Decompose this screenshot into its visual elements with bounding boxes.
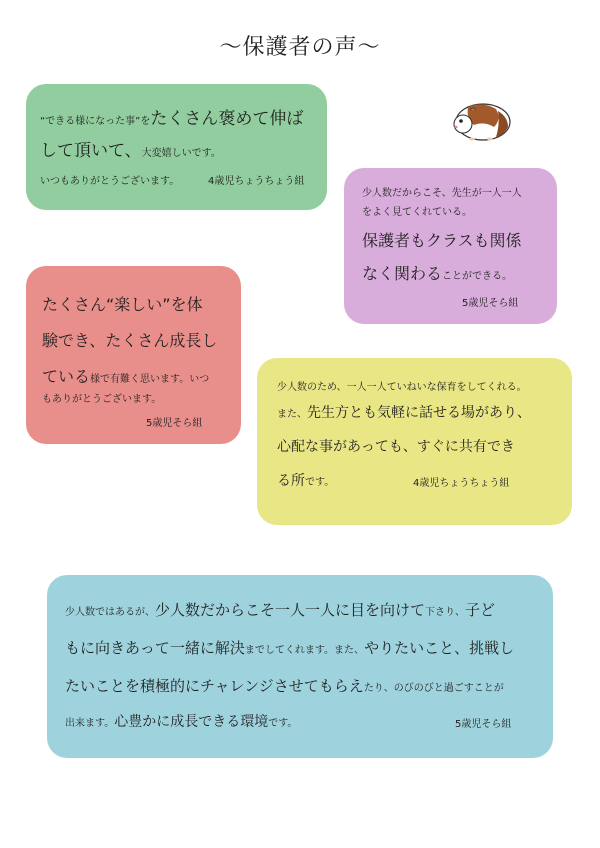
card-text-emphasis: たくさん褒めて伸ば <box>150 109 304 129</box>
testimonial-card-1 <box>26 84 327 210</box>
testimonial-card-5 <box>47 575 553 758</box>
card-line <box>362 261 512 284</box>
card-text: 大変嬉しいです。 <box>141 148 221 159</box>
class-signature: 4歳児ちょうちょう組 <box>208 176 305 187</box>
card-text: “できる様になった事”を <box>40 116 151 127</box>
card-text-emphasis: 心豊かに成長できる環境 <box>114 714 269 730</box>
card-text: です。 <box>305 477 335 488</box>
page-title: 〜保護者の声〜 <box>219 35 381 60</box>
card-line <box>277 470 334 490</box>
card-text: 出来ます。 <box>65 718 115 729</box>
class-signature: 5歳児そら組 <box>462 298 519 309</box>
card-line <box>65 637 514 658</box>
card-text: また、 <box>277 409 307 420</box>
card-text-emphasis: る所 <box>277 473 305 489</box>
testimonial-card-2 <box>344 168 557 324</box>
card-line <box>40 136 221 161</box>
card-line: 心配な事があっても、すぐに共有でき <box>277 439 515 455</box>
card-line: もありがとうございます。 <box>42 394 162 405</box>
guinea-pig-icon <box>450 97 512 143</box>
card-text-emphasis: たいことを積極的にチャレンジさせてもらえ <box>65 677 364 695</box>
card-text-emphasis: して頂いて、 <box>40 141 142 161</box>
testimonial-card-4 <box>257 358 572 525</box>
card-text-emphasis: なく関わる <box>362 264 443 283</box>
card-line: 験でき、たくさん成長し <box>42 331 218 350</box>
card-line <box>65 599 495 620</box>
card-text-emphasis: 少人数だからこそ一人一人に目を向けて <box>155 601 426 619</box>
card-line <box>65 675 504 696</box>
class-signature: 5歳児そら組 <box>455 719 512 730</box>
card-line <box>40 104 303 129</box>
card-text: までしてくれます。また、 <box>244 645 365 656</box>
card-text-emphasis: 先生方とも気軽に話せる場があり、 <box>307 405 531 421</box>
card-text-emphasis: もに向きあって一緒に解決 <box>65 639 245 657</box>
card-text: 下さり、 <box>425 607 466 618</box>
card-line: 少人数だからこそ、先生が一人一人 <box>362 188 522 199</box>
class-signature: 5歳児そら組 <box>146 418 203 429</box>
card-text-emphasis: 子ど <box>465 601 496 619</box>
card-line <box>65 711 297 731</box>
card-line: いつもありがとうございます。 <box>40 176 180 187</box>
card-line: をよく見てくれている。 <box>362 207 472 218</box>
card-text: ことができる。 <box>442 271 513 282</box>
card-line: 保護者もクラスも関係 <box>362 231 522 250</box>
card-text-emphasis: やりたいこと、挑戦し <box>364 639 515 657</box>
class-signature: 4歳児ちょうちょう組 <box>413 478 510 489</box>
card-line: たくさん“楽しい”を体 <box>42 295 203 314</box>
testimonial-card-3 <box>26 266 241 444</box>
card-text: 少人数ではあるが、 <box>65 607 155 618</box>
card-text-emphasis: ている <box>42 367 91 386</box>
card-text: たり、のびのびと過ごすことが <box>363 683 504 694</box>
card-line: 少人数のため、一人一人ていねいな保育をしてくれる。 <box>277 382 527 393</box>
card-text: 様で有難く思います。いつ <box>90 374 210 385</box>
card-text: です。 <box>268 718 298 729</box>
card-line <box>277 402 531 422</box>
card-line <box>42 364 209 387</box>
